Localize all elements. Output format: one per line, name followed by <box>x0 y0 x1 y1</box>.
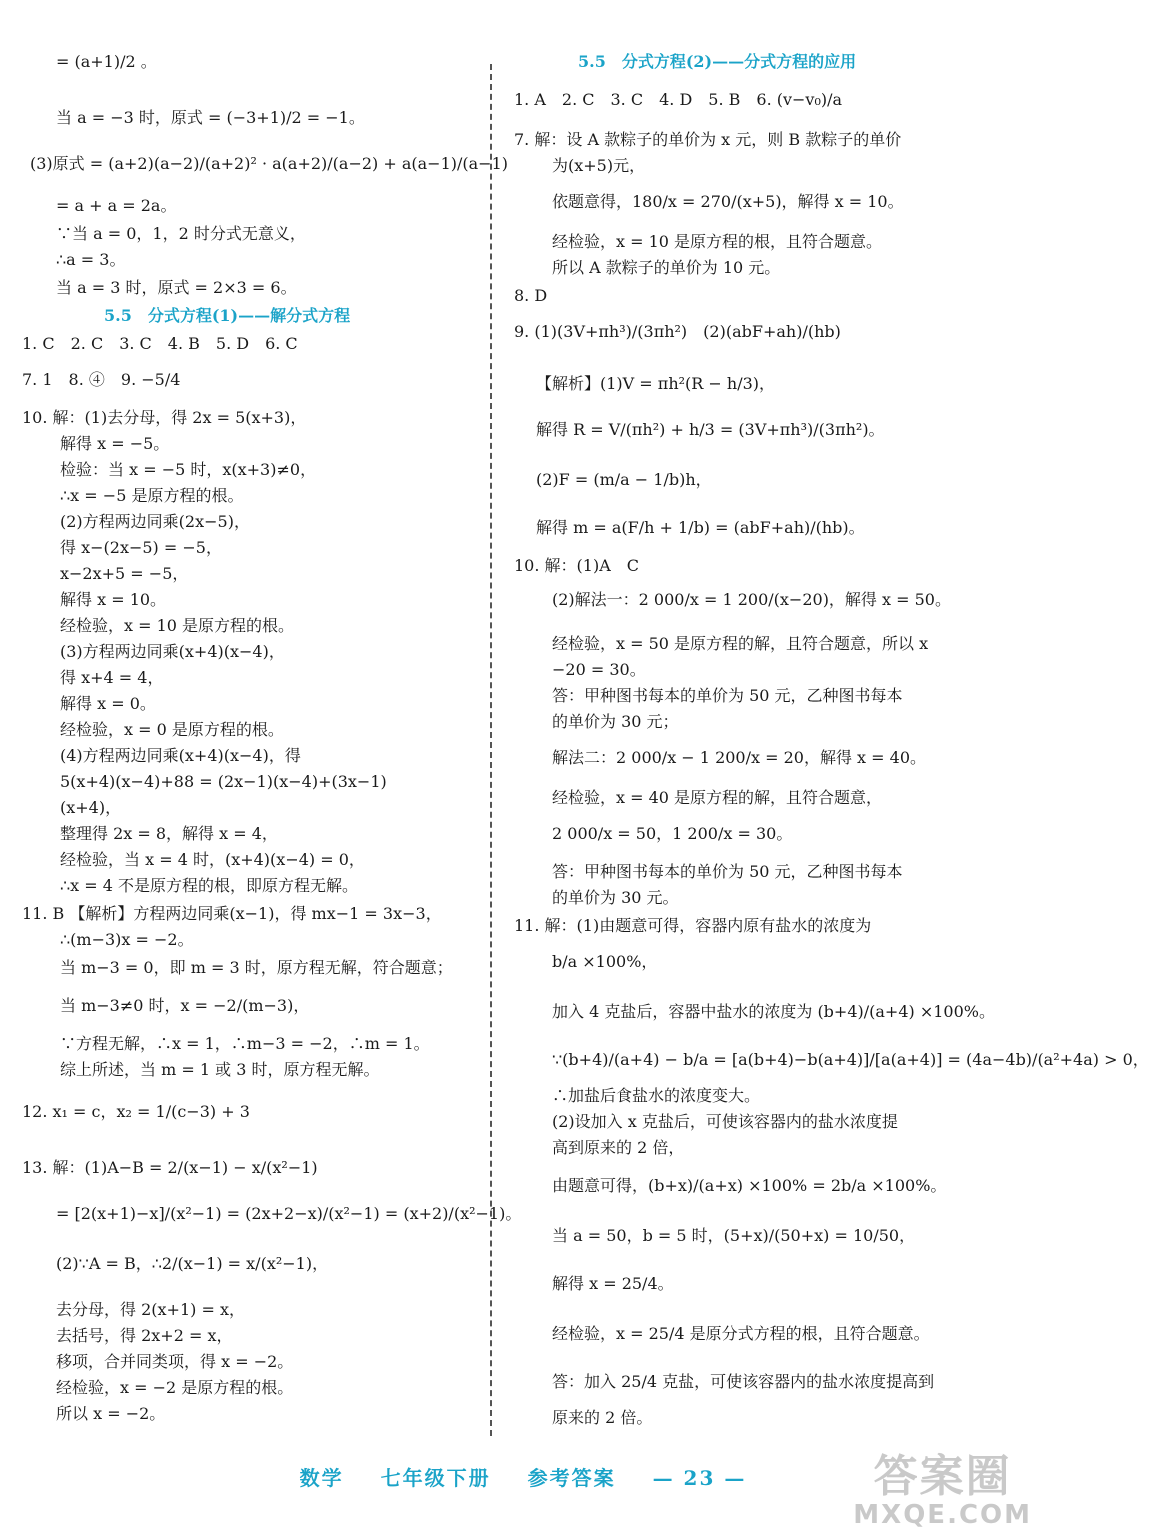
answer-line: ∴x = 4 不是原方程的根，即原方程无解。 <box>60 876 359 895</box>
answer-line: (3)方程两边同乘(x+4)(x−4)， <box>60 642 285 661</box>
answer-line: 整理得 2x = 8，解得 x = 4， <box>60 824 278 843</box>
answer-line: = a + a = 2a。 <box>56 196 177 215</box>
answer-line: 加入 4 克盐后，容器中盐水的浓度为 (b+4)/(a+4) ×100%。 <box>552 1002 995 1021</box>
answer-line: b/a ×100%， <box>552 952 658 971</box>
footer-page-number: — 23 — <box>652 1466 747 1490</box>
answer-line: 经检验，x = 10 是原方程的根，且符合题意。 <box>552 232 883 251</box>
answer-line: ∵方程无解，∴x = 1，∴m−3 = −2，∴m = 1。 <box>60 1034 430 1053</box>
answer-line: (x+4)， <box>60 798 122 817</box>
answer-line: (2)解法一：2 000/x = 1 200/(x−20)，解得 x = 50。 <box>552 590 951 609</box>
answer-line: 解法二：2 000/x − 1 200/x = 20，解得 x = 40。 <box>552 748 927 767</box>
answer-line: 答：甲种图书每本的单价为 50 元，乙种图书每本 <box>552 862 903 881</box>
answer-line: = [2(x+1)−x]/(x²−1) = (2x+2−x)/(x²−1) = (x+2)/(x²−1)。 <box>56 1204 522 1223</box>
answer-line: 得 x−(2x−5) = −5， <box>60 538 222 557</box>
answer-line: ∴a = 3。 <box>56 250 126 269</box>
answer-line: 答：甲种图书每本的单价为 50 元，乙种图书每本 <box>552 686 903 705</box>
answer-line: 当 a = 3 时，原式 = 2×3 = 6。 <box>56 278 297 297</box>
answer-line: 5(x+4)(x−4)+88 = (2x−1)(x−4)+(3x−1) <box>60 772 387 791</box>
answer-line: 得 x+4 = 4， <box>60 668 164 687</box>
section-heading: 5.5 分式方程(1)——解分式方程 <box>104 306 351 325</box>
answer-line: 经检验，x = 25/4 是原分式方程的根，且符合题意。 <box>552 1324 930 1343</box>
answer-line: 7. 1 8. ④ 9. −5/4 <box>22 370 181 389</box>
answer-line: 解得 x = 10。 <box>60 590 167 609</box>
answer-line: 的单价为 30 元。 <box>552 888 679 907</box>
answer-line: 11. 解：(1)由题意可得，容器内原有盐水的浓度为 <box>514 916 872 935</box>
answer-line: (2)F = (m/a − 1/b)h， <box>536 470 712 489</box>
answer-line: 经检验，x = 40 是原方程的解，且符合题意， <box>552 788 883 807</box>
answer-line: 当 m−3≠0 时，x = −2/(m−3)， <box>60 996 310 1015</box>
answer-line: ∴加盐后食盐水的浓度变大。 <box>552 1086 761 1105</box>
answer-line: 由题意可得，(b+x)/(a+x) ×100% = 2b/a ×100%。 <box>552 1176 947 1195</box>
column-divider <box>490 64 492 1436</box>
footer-subject: 数学 <box>299 1466 344 1490</box>
answer-line: 经检验，x = −2 是原方程的根。 <box>56 1378 294 1397</box>
answer-line: −20 = 30。 <box>552 660 646 679</box>
answer-line: 答：加入 25/4 克盐，可使该容器内的盐水浓度提高到 <box>552 1372 935 1391</box>
answer-line: x−2x+5 = −5， <box>60 564 189 583</box>
answer-line: 7. 解：设 A 款粽子的单价为 x 元，则 B 款粽子的单价 <box>514 130 902 149</box>
answer-line: ∵(b+4)/(a+4) − b/a = [a(b+4)−b(a+4)]/[a(a+4)] = (4a−4b)/(a²+4a) > 0， <box>552 1050 1149 1069</box>
answer-line: (2)∵A = B，∴2/(x−1) = x/(x²−1)， <box>56 1254 329 1273</box>
answer-line: 10. 解：(1)A C <box>514 556 639 575</box>
answer-line: 2 000/x = 50，1 200/x = 30。 <box>552 824 793 843</box>
answer-line: 12. x₁ = c，x₂ = 1/(c−3) + 3 <box>22 1102 250 1121</box>
answer-line: 经检验，x = 50 是原方程的解，且符合题意，所以 x <box>552 634 929 653</box>
answer-line: 1. A 2. C 3. C 4. D 5. B 6. (v−v₀)/a <box>514 90 843 109</box>
answer-line: 综上所述，当 m = 1 或 3 时，原方程无解。 <box>60 1060 380 1079</box>
answer-line: (4)方程两边同乘(x+4)(x−4)，得 <box>60 746 301 765</box>
answer-line: 解得 R = V/(πh²) + h/3 = (3V+πh³)/(3πh²)。 <box>536 420 885 439</box>
answer-line: 经检验，x = 0 是原方程的根。 <box>60 720 284 739</box>
answer-line: 解得 m = a(F/h + 1/b) = (abF+ah)/(hb)。 <box>536 518 865 537</box>
answer-line: 经检验，x = 10 是原方程的根。 <box>60 616 295 635</box>
answer-line: 当 m−3 = 0，即 m = 3 时，原方程无解，符合题意； <box>60 958 453 977</box>
watermark-logo <box>853 1451 1032 1530</box>
answer-line: 为(x+5)元， <box>552 156 646 175</box>
answer-line: ∴x = −5 是原方程的根。 <box>60 486 244 505</box>
answer-line: 13. 解：(1)A−B = 2/(x−1) − x/(x²−1) <box>22 1158 318 1177</box>
answer-line: 原来的 2 倍。 <box>552 1408 653 1427</box>
answer-line: 11. B 【解析】方程两边同乘(x−1)，得 mx−1 = 3x−3， <box>22 904 442 923</box>
answer-line: 检验：当 x = −5 时，x(x+3)≠0， <box>60 460 317 479</box>
watermark-logo-text: 答案圈 <box>873 1451 1012 1502</box>
answer-line: 1. C 2. C 3. C 4. B 5. D 6. C <box>22 334 298 353</box>
answer-line: 移项，合并同类项，得 x = −2。 <box>56 1352 294 1371</box>
answer-line: 8. D <box>514 286 548 305</box>
answer-line: ∵当 a = 0，1，2 时分式无意义， <box>56 224 306 243</box>
watermark-site: MXQE.COM <box>853 1500 1032 1530</box>
answer-line: = (a+1)/2 。 <box>56 52 157 71</box>
footer-grade: 七年级下册 <box>380 1466 491 1490</box>
answer-line: 当 a = 50，b = 5 时，(5+x)/(50+x) = 10/50， <box>552 1226 916 1245</box>
answer-line: 去分母，得 2(x+1) = x， <box>56 1300 245 1319</box>
answer-line: 高到原来的 2 倍， <box>552 1138 685 1157</box>
answer-line: 解得 x = 25/4。 <box>552 1274 674 1293</box>
answer-line: 的单价为 30 元； <box>552 712 679 731</box>
answer-line: 经检验，当 x = 4 时，(x+4)(x−4) = 0， <box>60 850 365 869</box>
answer-line: 当 a = −3 时，原式 = (−3+1)/2 = −1。 <box>56 108 365 127</box>
answer-line: 所以 A 款粽子的单价为 10 元。 <box>552 258 781 277</box>
footer-section: 参考答案 <box>527 1466 616 1490</box>
answer-line: (2)设加入 x 克盐后，可使该容器内的盐水浓度提 <box>552 1112 898 1131</box>
answer-line: 10. 解：(1)去分母，得 2x = 5(x+3)， <box>22 408 307 427</box>
answer-line: 所以 x = −2。 <box>56 1404 166 1423</box>
answer-line: 【解析】(1)V = πh²(R − h/3)， <box>536 374 776 393</box>
answer-line: 解得 x = 0。 <box>60 694 156 713</box>
answer-line: ∴(m−3)x = −2。 <box>60 930 194 949</box>
answer-line: 解得 x = −5。 <box>60 434 170 453</box>
answer-line: (3)原式 = (a+2)(a−2)/(a+2)² · a(a+2)/(a−2) + a(a−1)/(a−1) <box>30 154 509 173</box>
answer-line: 依题意得，180/x = 270/(x+5)，解得 x = 10。 <box>552 192 904 211</box>
answer-line: 去括号，得 2x+2 = x， <box>56 1326 233 1345</box>
answer-line: 9. (1)(3V+πh³)/(3πh²) (2)(abF+ah)/(hb) <box>514 322 841 341</box>
answer-line: (2)方程两边同乘(2x−5)， <box>60 512 250 531</box>
section-heading: 5.5 分式方程(2)——分式方程的应用 <box>578 52 857 71</box>
